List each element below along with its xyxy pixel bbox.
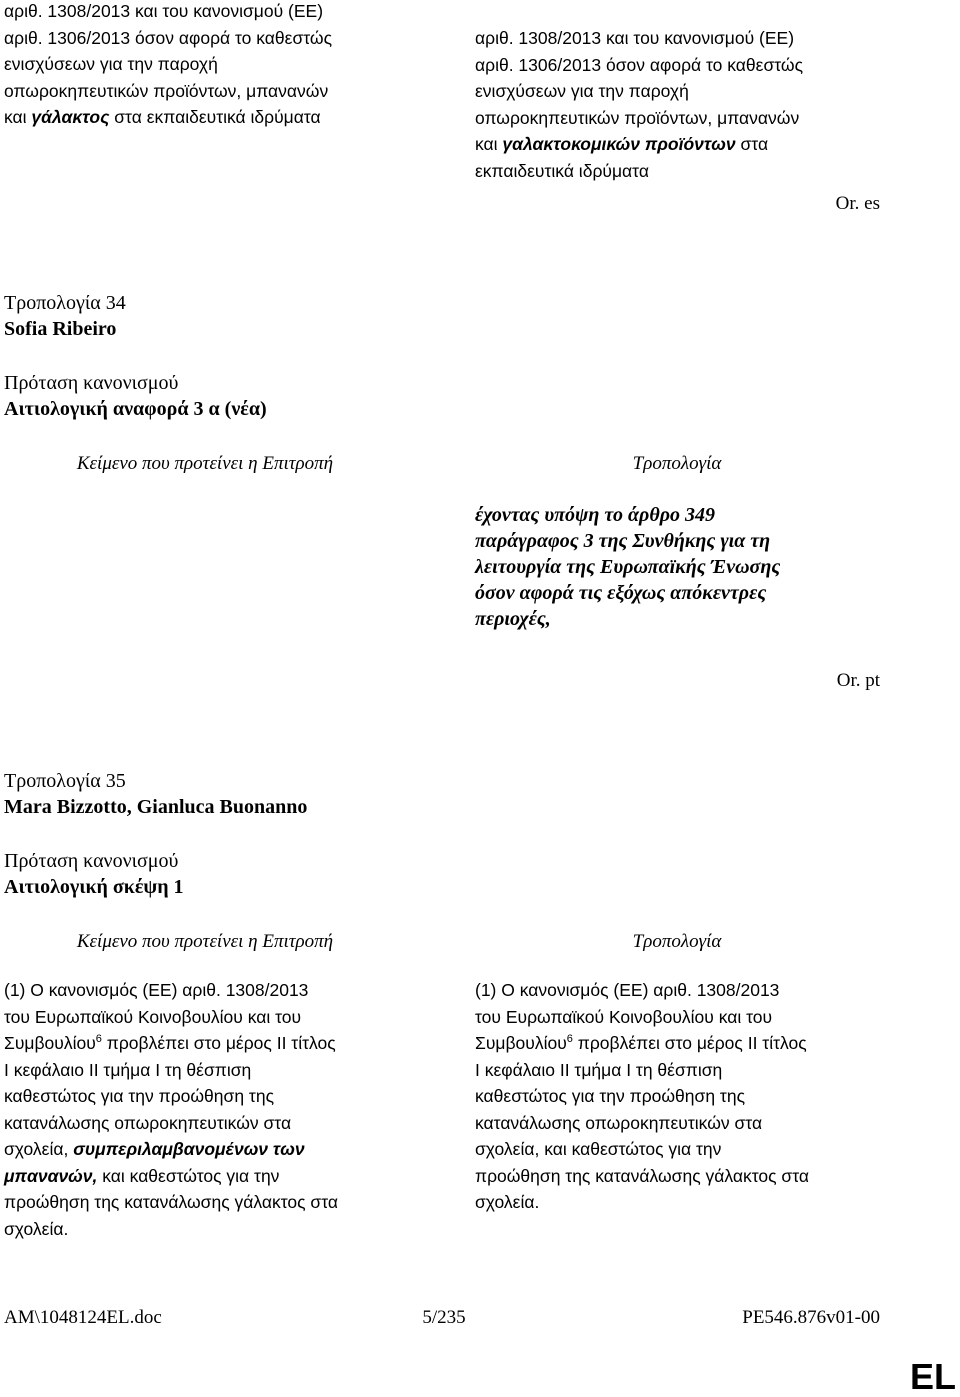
text-line: [4, 1136, 404, 1163]
text-line: καθεστώτος για την προώθηση της: [475, 1086, 746, 1106]
footnote-ref: 6: [566, 1033, 573, 1045]
text-run: στα: [735, 134, 769, 154]
text-run: Συμβουλίου: [475, 1033, 567, 1053]
text-line: αριθ. 1308/2013 και του κανονισμού (ΕΕ): [475, 28, 795, 48]
recital-label: Αιτιολογική σκέψη 1: [4, 876, 184, 898]
column-header-amendment: Τροπολογία: [632, 931, 722, 952]
text-line: προώθηση της κατανάλωσης γάλακτος στα: [4, 1192, 339, 1212]
text-line: αριθ. 1308/2013 και του κανονισμού (ΕΕ): [4, 1, 324, 21]
text-line: σχολεία, και καθεστώτος για την: [475, 1139, 722, 1159]
deleted-text: συμπεριλαμβανομένων των: [73, 1139, 305, 1159]
text-line: προώθηση της κατανάλωσης γάλακτος στα: [475, 1165, 810, 1186]
emphasis-text: γάλακτος: [31, 107, 110, 127]
footnote-ref: 6: [95, 1033, 102, 1045]
text-line: όσον αφορά τις εξόχως απόκεντρες: [475, 582, 767, 604]
text-line: κατανάλωσης οπωροκηπευτικών στα: [475, 1112, 763, 1133]
text-line: σχολεία.: [475, 1192, 540, 1212]
text-line: καθεστώτος για την προώθηση της: [4, 1086, 275, 1106]
top-left-title-continuation: [4, 0, 404, 131]
text-line: σχολεία.: [4, 1218, 69, 1239]
text-run: και καθεστώτος για την: [97, 1165, 280, 1186]
text-line: οπωροκηπευτικών προϊόντων, μπανανών: [4, 80, 329, 101]
amendment-35-header: [4, 768, 307, 820]
footer-document-id: AM\1048124EL.doc: [4, 1307, 162, 1328]
text-line: [4, 1030, 404, 1057]
text-line: Ι κεφάλαιο ΙΙ τμήμα Ι τη θέσπιση: [475, 1059, 723, 1080]
text-run: και: [475, 134, 503, 154]
text-line: οπωροκηπευτικών προϊόντων, μπανανών: [475, 107, 800, 128]
proposal-label: Πρόταση κανονισμού: [4, 372, 179, 394]
language-code: EL: [909, 1356, 956, 1397]
amendment-text-recital-1: [475, 977, 895, 1216]
text-line: [475, 131, 895, 158]
emphasis-text: γαλακτοκομικών προϊόντων: [502, 134, 736, 154]
commission-text-recital-1: [4, 977, 404, 1242]
text-line: περιοχές,: [475, 608, 551, 630]
original-language-es: Or. es: [835, 193, 880, 214]
proposal-label: Πρόταση κανονισμού: [4, 850, 179, 872]
text-line: [475, 1030, 895, 1057]
top-right-title-continuation: [475, 25, 895, 184]
text-run: προβλέπει στο μέρος ΙΙ τίτλος: [101, 1033, 336, 1053]
amendment-label: Τροπολογία 35: [4, 770, 126, 792]
amendment-34-header: [4, 290, 126, 342]
original-language-pt: Or. pt: [836, 670, 880, 691]
text-run: στα εκπαιδευτικά ιδρύματα: [109, 107, 321, 127]
footer-page-number: 5/235: [422, 1307, 466, 1328]
text-line: εκπαιδευτικά ιδρύματα: [475, 160, 649, 181]
text-line: (1) Ο κανονισμός (ΕΕ) αριθ. 1308/2013: [4, 980, 309, 1000]
text-line: λειτουργία της Ευρωπαϊκής Ένωσης: [475, 556, 781, 578]
amendment-35-reference: [4, 848, 184, 900]
text-line: έχοντας υπόψη το άρθρο 349: [475, 504, 716, 526]
text-line: (1) Ο κανονισμός (ΕΕ) αριθ. 1308/2013: [475, 980, 780, 1000]
text-run: σχολεία,: [4, 1139, 74, 1159]
column-header-commission-text: Κείμενο που προτείνει η Επιτροπή: [76, 931, 334, 952]
text-line: Ι κεφάλαιο ΙΙ τμήμα Ι τη θέσπιση: [4, 1059, 252, 1080]
column-header-commission-text: Κείμενο που προτείνει η Επιτροπή: [76, 453, 334, 474]
amendment-label: Τροπολογία 34: [4, 292, 126, 314]
text-line: ενισχύσεων για την παροχή: [4, 54, 218, 74]
text-run: προβλέπει στο μέρος ΙΙ τίτλος: [572, 1033, 807, 1053]
amendment-34-text: [475, 502, 895, 632]
citation-label: Αιτιολογική αναφορά 3 α (νέα): [4, 398, 267, 420]
text-line: [4, 1163, 404, 1190]
text-run: και: [4, 107, 32, 127]
text-line: παράγραφος 3 της Συνθήκης για τη: [475, 530, 771, 552]
text-run: Συμβουλίου: [4, 1033, 96, 1053]
deleted-text: μπανανών,: [4, 1165, 98, 1186]
text-line: ενισχύσεων για την παροχή: [475, 81, 689, 101]
text-line: κατανάλωσης οπωροκηπευτικών στα: [4, 1112, 292, 1133]
text-line: του Ευρωπαϊκού Κοινοβουλίου και του: [4, 1006, 302, 1027]
footer-reference: PE546.876v01-00: [742, 1307, 880, 1328]
column-header-amendment: Τροπολογία: [632, 453, 722, 474]
text-line: αριθ. 1306/2013 όσον αφορά το καθεστώς: [4, 27, 333, 48]
amendment-author: Sofia Ribeiro: [4, 318, 117, 340]
text-line: [4, 104, 404, 131]
amendment-author: Mara Bizzotto, Gianluca Buonanno: [4, 796, 308, 818]
text-line: του Ευρωπαϊκού Κοινοβουλίου και του: [475, 1006, 773, 1027]
text-line: αριθ. 1306/2013 όσον αφορά το καθεστώς: [475, 54, 804, 75]
amendment-34-reference: [4, 370, 267, 422]
